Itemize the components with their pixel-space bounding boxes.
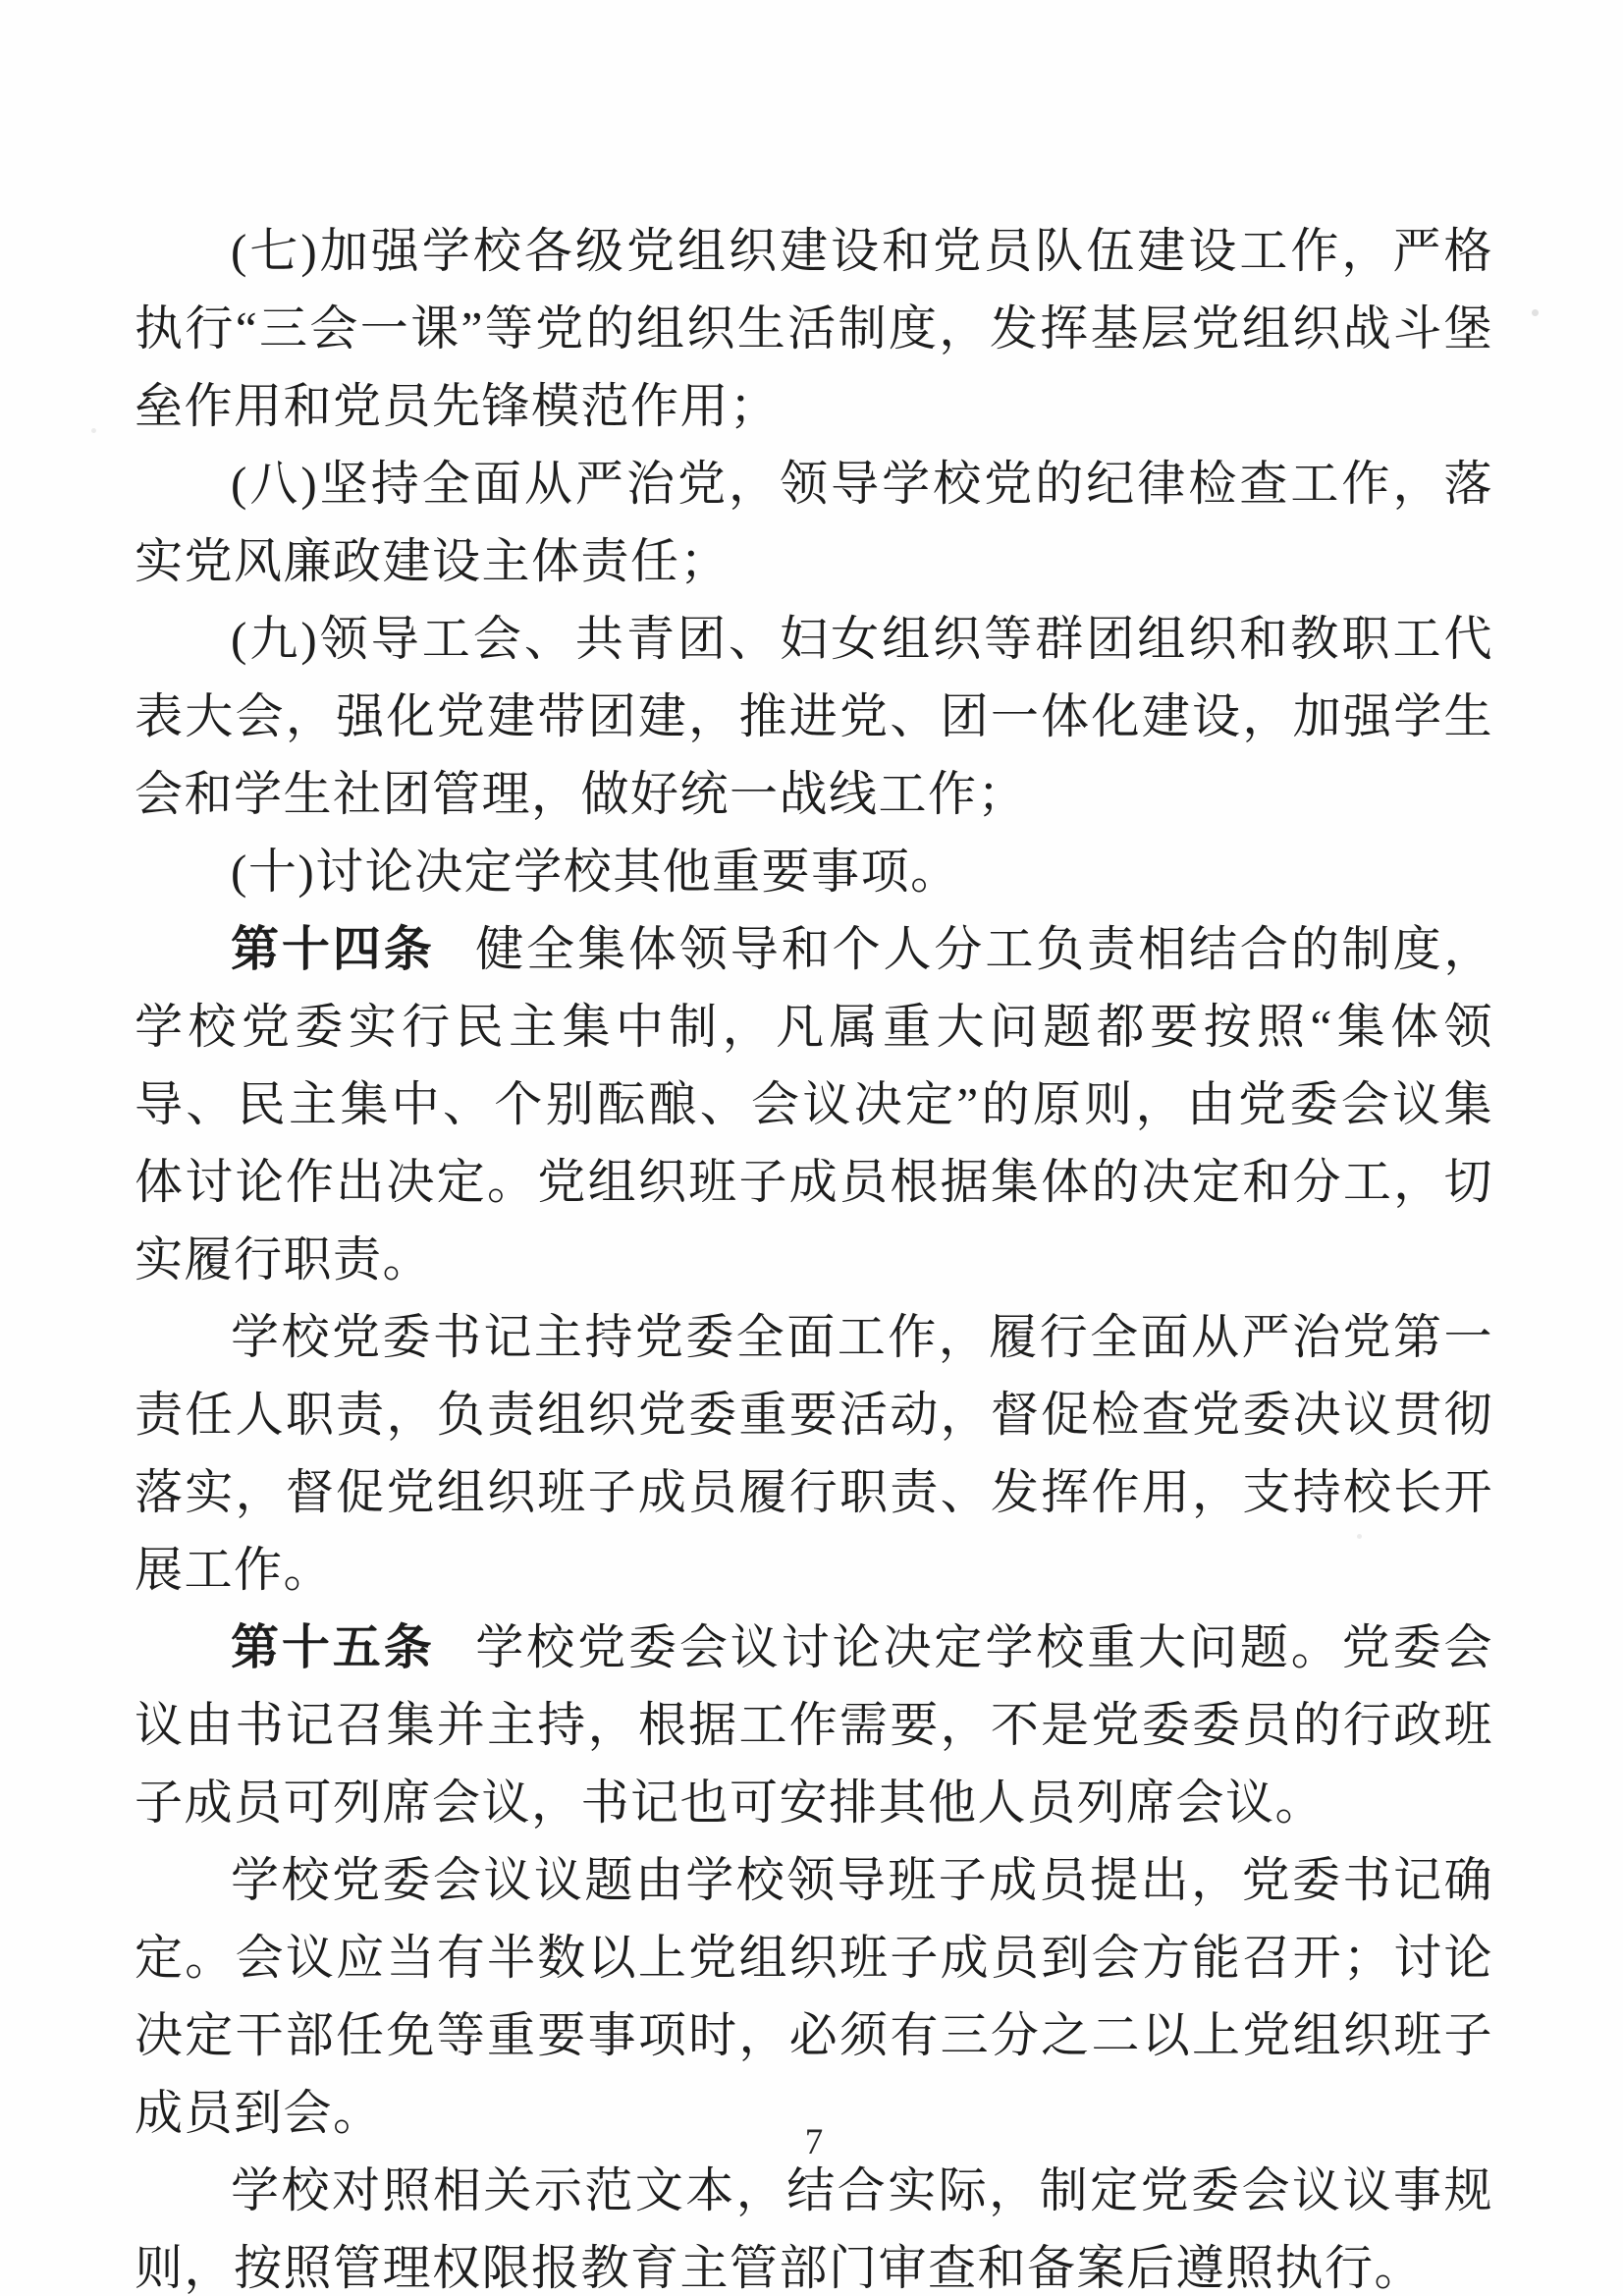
paragraph-text: (九)领导工会、共青团、妇女组织等群团组织和教职工代表大会，强化党建带团建，推进党、团一体化建设，加强学生会和学生社团管理，做好统一战线工作； <box>135 612 1493 821</box>
paragraph-clause-9 <box>135 600 1493 833</box>
page-number: 7 <box>804 2122 824 2162</box>
paragraph-clause-10 <box>135 833 1493 910</box>
paragraph-text: (八)坚持全面从严治党，领导学校党的纪律检查工作，落实党风廉政建设主体责任； <box>135 457 1493 588</box>
paragraph-article-15 <box>135 1609 1493 1841</box>
paragraph-article-14 <box>135 910 1493 1298</box>
paragraph-meeting-rules <box>135 2152 1493 2296</box>
paragraph-text: 学校党委会议议题由学校领导班子成员提出，党委书记确定。会议应当有半数以上党组织班子成员到会方能召开；讨论决定干部任免等重要事项时，必须有三分之二以上党组织班子成员到会。 <box>135 1853 1493 2140</box>
paragraph-secretary-duties <box>135 1298 1493 1609</box>
scan-speck <box>91 428 96 433</box>
article-number-label: 第十四条 <box>231 922 435 976</box>
scan-speck <box>1532 309 1539 316</box>
paragraph-text: 学校党委会议讨论决定学校重大问题。党委会议由书记召集并主持，根据工作需要，不是党委委员的行政班子成员可列席会议，书记也可安排其他人员列席会议。 <box>135 1620 1493 1830</box>
paragraph-text: (七)加强学校各级党组织建设和党员队伍建设工作，严格执行“三会一课”等党的组织生活制度，发挥基层党组织战斗堡垒作用和党员先锋模范作用； <box>135 224 1493 433</box>
paragraph-text: 健全集体领导和个人分工负责相结合的制度，学校党委实行民主集中制，凡属重大问题都要按照“集体领导、民主集中、个别酝酿、会议决定”的原则，由党委会议集体讨论作出决定。党组织班子成员根据集体的决定和分工，切实履行职责。 <box>135 922 1493 1286</box>
paragraph-text: 学校对照相关示范文本，结合实际，制定党委会议议事规则，按照管理权限报教育主管部门审查和备案后遵照执行。 <box>135 2163 1493 2295</box>
article-number-label: 第十五条 <box>231 1620 435 1674</box>
paragraph-meeting-quorum <box>135 1841 1493 2152</box>
paragraph-clause-7 <box>135 212 1493 445</box>
scan-speck <box>1357 1534 1362 1539</box>
paragraph-text: (十)讨论决定学校其他重要事项。 <box>231 845 960 899</box>
paragraph-text: 学校党委书记主持党委全面工作，履行全面从严治党第一责任人职责，负责组织党委重要活动，督促检查党委决议贯彻落实，督促党组织班子成员履行职责、发挥作用，支持校长开展工作。 <box>135 1310 1493 1597</box>
paragraph-clause-8 <box>135 445 1493 600</box>
document-body <box>135 212 1493 2296</box>
